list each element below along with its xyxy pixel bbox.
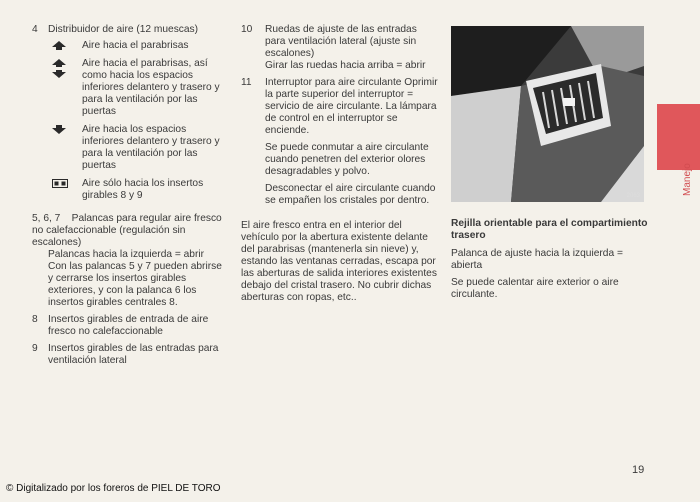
arrow-up-icon [48, 40, 82, 52]
item-10 [241, 24, 439, 72]
sub-item-parabrisas-espacios [48, 58, 228, 118]
sub-item-text: Aire hacia los espacios inferiores delantero y trasero y para la ventilación por las puertas [82, 124, 220, 171]
footer-credit: © Digitalizado por los foreros de PIEL DE TORO [6, 483, 221, 494]
item-title: Palancas para regular aire fresco no calefaccionable (regulación sin escalones) [32, 213, 222, 248]
page-number: 19 [632, 464, 645, 476]
item-number: 10 [241, 24, 253, 35]
item-paragraph: Desconectar el aire circulante cuando se empañen los cristales por dentro. [265, 183, 436, 206]
sub-item-insertos [48, 178, 228, 202]
section-tab-marker [657, 104, 700, 170]
body-paragraph: Palanca de ajuste hacia la izquierda = abierta [451, 248, 623, 271]
photo-caption: Rejilla orientable para el compartimiento trasero [451, 218, 648, 241]
item-paragraph: Girar las ruedas hacia arriba = abrir [265, 60, 426, 71]
item-number: 4 [32, 24, 38, 35]
item-number: 11 [241, 77, 252, 88]
sub-item-text: Aire hacia el parabrisas [82, 40, 189, 51]
vent-inserts-icon [48, 178, 82, 202]
sub-item-espacios [48, 124, 228, 172]
item-number: 8 [32, 314, 38, 325]
item-title: Distribuidor de aire (12 muescas) [48, 24, 199, 35]
item-paragraph: Se puede conmutar a aire circulante cuando penetren del exterior olores desagradables y polvo. [265, 142, 429, 177]
item-paragraph: Palancas hacia la izquierda = abrir [48, 249, 205, 260]
item-text: Insertos girables de las entradas para ventilación lateral [48, 343, 219, 366]
item-8 [32, 314, 228, 338]
item-9 [32, 343, 228, 367]
item-paragraph: Con las palancas 5 y 7 pueden abrirse y cerrarse los insertos girables exteriores, y con la palanca 6 los insertos girables centrales 8. [48, 261, 222, 308]
column-right [451, 218, 651, 306]
sub-item-text: Aire sólo hacia los insertos girables 8 y 9 [82, 178, 204, 201]
arrow-up-down-icon [48, 58, 82, 118]
item-number: 9 [32, 343, 38, 354]
body-paragraph: Se puede calentar aire exterior o aire circulante. [451, 277, 619, 300]
sub-item-parabrisas [48, 40, 228, 52]
item-5-6-7 [0, 213, 228, 309]
item-11 [241, 77, 439, 212]
rear-vent-illustration [451, 26, 644, 202]
item-4 [32, 24, 228, 208]
item-number: 5, 6, 7 [32, 213, 61, 224]
arrow-down-icon [48, 124, 82, 172]
rear-vent-photo [451, 26, 644, 202]
item-text: Insertos girables de entrada de aire fresco no calefaccionable [48, 314, 209, 337]
column-middle [241, 24, 439, 309]
body-paragraph: El aire fresco entra en el interior del vehículo por la abertura existente delante del parabrisas (mantenerla sin nieve) y, estando las ventanas cerradas, escapa por las aberturas de salida interiores existentes debajo del cristal trasero. No cubrir dichas aberturas con ropas, etc.. [241, 220, 437, 303]
sub-item-text: Aire hacia el parabrisas, así como hacia los espacios inferiores delantero y trasero y para la ventilación por las puertas [82, 58, 220, 117]
item-text: Interruptor para aire circulante Oprimir la parte superior del interruptor = servicio de aire circulante. La lámpara de control en el interruptor se enciende. [265, 77, 438, 136]
column-left [32, 24, 228, 372]
photo-number: 2063 [626, 193, 640, 199]
section-label: Manejo [682, 163, 693, 196]
item-text: Ruedas de ajuste de las entradas para ventilación lateral (ajuste sin escalones) [265, 24, 417, 59]
